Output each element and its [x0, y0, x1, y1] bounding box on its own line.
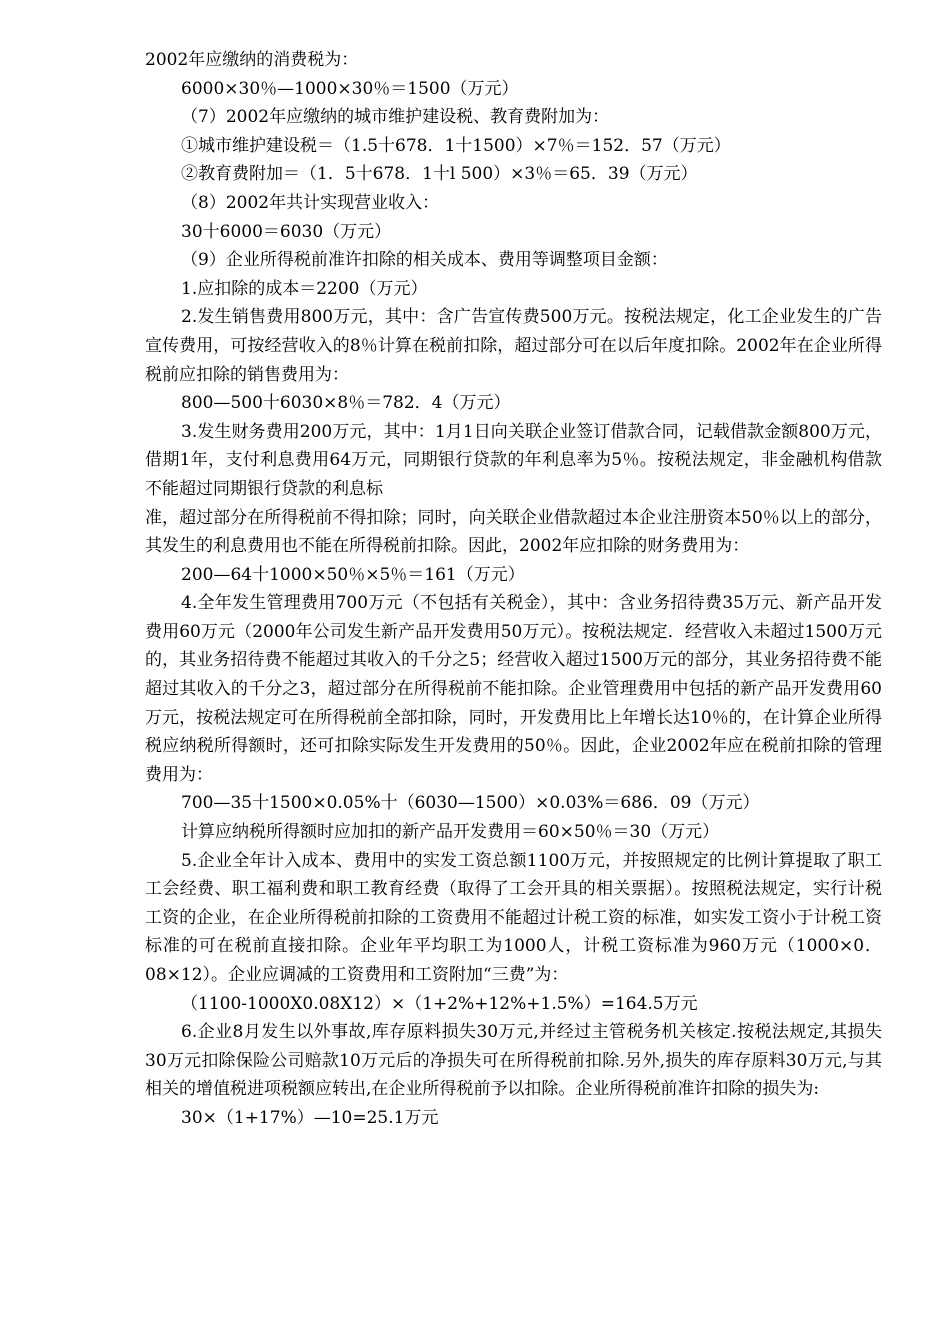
paragraph: 2.发生销售费用800万元，其中：含广告宣传费500万元。按税法规定，化工企业发生的广告宣传费用，可按经营收入的8％计算在税前扣除，超过部分可在以后年度扣除。2002年在企业所得税前应扣除的销售费用为： — [145, 307, 882, 385]
paragraph: 1.应扣除的成本＝2200（万元） — [181, 278, 428, 299]
paragraph: 2002年应缴纳的消费税为： — [145, 50, 359, 70]
paragraph: （8）2002年共计实现营业收入： — [181, 192, 440, 213]
document-body — [145, 46, 882, 1133]
paragraph: （1100-1000X0.08X12）×（1+2%+12%+1.5%）=164.5万元 — [181, 993, 698, 1014]
paragraph: 30十6000＝6030（万元） — [181, 221, 392, 242]
paragraph: （9）企业所得税前准许扣除的相关成本、费用等调整项目金额： — [181, 250, 668, 271]
paragraph: 6.企业8月发生以外事故,库存原料损失30万元,并经过主管税务机关核定.按税法规定,其损失30万元扣除保险公司赔款10万元后的净损失可在所得税前扣除.另外,损失的库存原料30万元,与其相关的增值税进项税额应转出,在企业所得税前予以扣除。企业所得税前准许扣除的损失为: — [145, 1022, 882, 1100]
paragraph: 700—35十1500×0.05%十（6030—1500）×0.03%＝686．09（万元） — [181, 793, 760, 814]
paragraph: 计算应纳税所得额时应加扣的新产品开发费用＝60×50％＝30（万元） — [181, 822, 720, 843]
paragraph: ②教育费附加＝（1．5十678．1十l 500）×3％＝65．39（万元） — [181, 164, 698, 185]
paragraph: 200—64十1000×50％×5％＝161（万元） — [181, 564, 525, 585]
paragraph: 800—500十6030×8％＝782．4（万元） — [181, 393, 511, 414]
paragraph: 3.发生财务费用200万元，其中：1月1日向关联企业签订借款合同，记载借款金额800万元，借期1年，支付利息费用64万元，同期银行贷款的年利息率为5％。按税法规定，非金融机构借款不能超过同期银行贷款的利息标 — [145, 421, 882, 499]
paragraph: 30×（1+17%）—10=25.1万元 — [181, 1107, 439, 1128]
paragraph: ①城市维护建设税＝（1.5十678．1十1500）×7％＝152．57（万元） — [181, 135, 731, 156]
paragraph: 4.全年发生管理费用700万元（不包括有关税金），其中：含业务招待费35万元、新产品开发费用60万元（2000年公司发生新产品开发费用50万元）。按税法规定．经营收入未超过1500万元的，其业务招待费不能超过其收入的千分之5；经营收入超过1500万元的部分，其业务招待费不能超过其收入的千分之3，超过部分在所得税前不能扣除。企业管理费用中包括的新产品开发费用60万元，按税法规定可在所得税前全部扣除，同时，开发费用比上年增长达10％的，在计算企业所得税应纳税所得额时，还可扣除实际发生开发费用的50％。因此，企业2002年应在税前扣除的管理费用为： — [145, 593, 882, 785]
paragraph: 6000×30％—1000×30％＝1500（万元） — [181, 78, 519, 99]
paragraph: 5.企业全年计入成本、费用中的实发工资总额1100万元，并按照规定的比例计算提取了职工工会经费、职工福利费和职工教育经费（取得了工会开具的相关票据）。按照税法规定，实行计税工资的企业，在企业所得税前扣除的工资费用不能超过计税工资的标准，如实发工资小于计税工资标准的可在税前直接扣除。企业年平均职工为1000人，计税工资标准为960万元（1000×0．08×12）。企业应调减的工资费用和工资附加“三费”为： — [145, 850, 882, 985]
paragraph: 准，超过部分在所得税前不得扣除；同时，向关联企业借款超过本企业注册资本50％以上的部分，其发生的利息费用也不能在所得税前扣除。因此，2002年应扣除的财务费用为： — [145, 507, 882, 557]
paragraph: （7）2002年应缴纳的城市维护建设税、教育费附加为： — [181, 107, 610, 128]
